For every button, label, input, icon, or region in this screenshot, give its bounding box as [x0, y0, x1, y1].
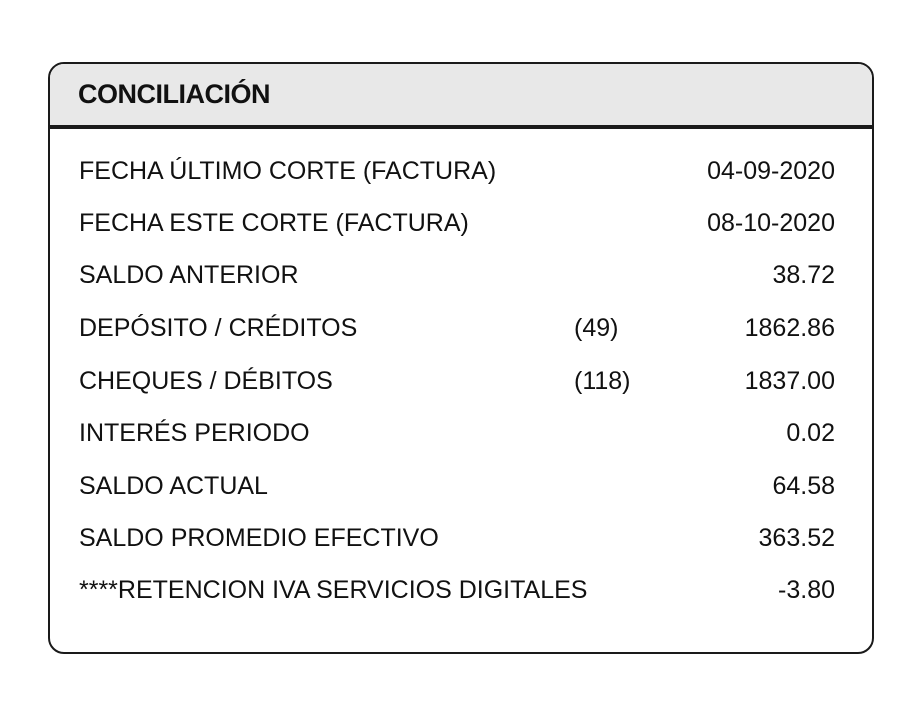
row-value: 363.52 — [758, 524, 835, 552]
row-label: SALDO PROMEDIO EFECTIVO — [79, 524, 439, 552]
row-label: INTERÉS PERIODO — [79, 419, 310, 447]
row-label: CHEQUES / DÉBITOS — [79, 367, 333, 395]
row-retencion-iva — [50, 570, 872, 610]
row-label: SALDO ACTUAL — [79, 472, 268, 500]
row-fecha-ultimo-corte — [50, 151, 872, 191]
row-value: 64.58 — [772, 472, 835, 500]
row-label: DEPÓSITO / CRÉDITOS — [79, 314, 358, 342]
row-label: ****RETENCION IVA SERVICIOS DIGITALES — [79, 576, 588, 604]
panel-header — [50, 64, 872, 129]
row-interes-periodo — [50, 413, 872, 453]
row-count: (49) — [574, 314, 619, 342]
row-value: 1862.86 — [744, 314, 835, 342]
row-value: 1837.00 — [744, 367, 835, 395]
row-saldo-anterior — [50, 255, 872, 295]
row-value: 08-10-2020 — [707, 209, 835, 237]
row-label: FECHA ESTE CORTE (FACTURA) — [79, 209, 469, 237]
row-count: (118) — [574, 367, 631, 395]
row-saldo-actual — [50, 466, 872, 506]
row-value: -3.80 — [778, 576, 835, 604]
row-value: 04-09-2020 — [707, 157, 835, 185]
conciliacion-panel — [48, 62, 874, 654]
row-value: 38.72 — [772, 261, 835, 289]
row-fecha-este-corte — [50, 203, 872, 243]
row-value: 0.02 — [786, 419, 835, 447]
row-cheques-debitos — [50, 361, 872, 401]
row-label: SALDO ANTERIOR — [79, 261, 299, 289]
row-label: FECHA ÚLTIMO CORTE (FACTURA) — [79, 157, 497, 185]
row-saldo-promedio — [50, 518, 872, 558]
row-depositos-creditos — [50, 308, 872, 348]
panel-title: CONCILIACIÓN — [78, 79, 270, 109]
